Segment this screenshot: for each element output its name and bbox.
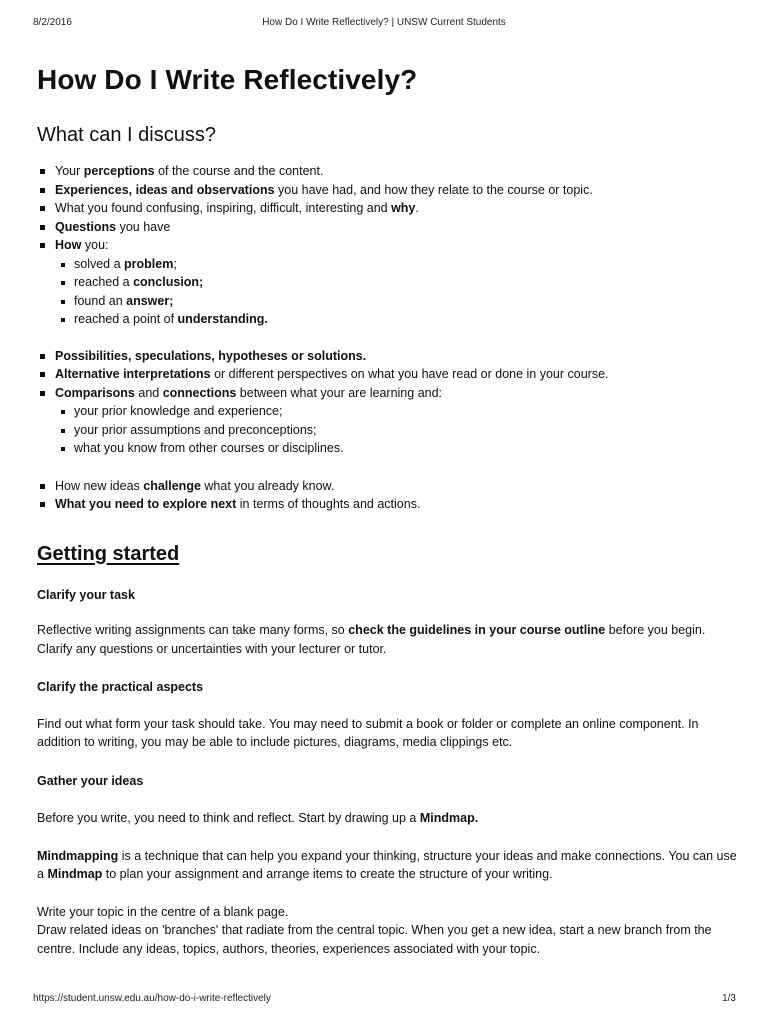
paragraph-mindmap-steps: Write your topic in the centre of a blank page. Draw related ideas on 'branches' that radiate from the central topic. When you get a new idea, start a new branch from the centre. Include any ideas, topics, authors, theories, experiences associated with your topic. (37, 904, 712, 956)
paragraph-clarify-task: Reflective writing assignments can take many forms, so check the guidelines in your course outline before you begin. Clarify any questions or uncertainties with your lecturer or tutor. (37, 623, 706, 656)
sublist-item: your prior assumptions and preconceptions; (74, 421, 737, 440)
sublist-item: reached a point of understanding. (74, 310, 737, 329)
paragraph-mindmapping: Mindmapping is a technique that can help you expand your thinking, structure your ideas and make connections. You can use a Mindmap to plan your assignment and arrange items to create the structure of your writing. (37, 848, 737, 881)
sublist-item: found an answer; (74, 292, 737, 311)
list-item: How you: solved a problem; reached a conclusion; found an answer; reached a point of understanding. (55, 236, 737, 329)
how-sublist (55, 255, 737, 329)
list-item: Questions you have (55, 218, 737, 237)
discuss-list (37, 162, 737, 329)
subheading-clarify-task: Clarify your task (37, 587, 135, 602)
subheading-gather-ideas: Gather your ideas (37, 773, 144, 788)
paragraph-practical-aspects: Find out what form your task should take. You may need to submit a book or folder or complete an online component. In addition to writing, you may be able to include pictures, diagrams, media clippings etc. (37, 716, 699, 749)
page-title: How Do I Write Reflectively? (37, 64, 418, 95)
sublist-item: solved a problem; (74, 255, 737, 274)
paragraph-gather-ideas: Before you write, you need to think and reflect. Start by drawing up a Mindmap. (37, 811, 479, 825)
print-header-date: 8/2/2016 (33, 17, 72, 28)
section-heading-discuss: What can I discuss? (37, 124, 216, 146)
article (37, 60, 737, 958)
list-item: What you need to explore next in terms of thoughts and actions. (55, 495, 737, 514)
discuss-list-final (37, 477, 737, 514)
sublist-item: reached a conclusion; (74, 273, 737, 292)
list-item: Alternative interpretations or different perspectives on what you have read or done in your course. (55, 365, 737, 384)
list-item: Experiences, ideas and observations you have had, and how they relate to the course or topic. (55, 181, 737, 200)
print-header-title: How Do I Write Reflectively? | UNSW Current Students (262, 17, 506, 28)
print-footer-url: https://student.unsw.edu.au/how-do-i-write-reflectively (33, 993, 271, 1004)
comparisons-sublist (55, 402, 737, 458)
list-item: How new ideas challenge what you already know. (55, 477, 737, 496)
sublist-item: what you know from other courses or disciplines. (74, 439, 737, 458)
list-item: What you found confusing, inspiring, difficult, interesting and why. (55, 199, 737, 218)
list-item: Comparisons and connections between what your are learning and: your prior knowledge and experience; your prior assumptions and preconceptions; what you know from other courses or disciplines. (55, 384, 737, 458)
list-item: Your perceptions of the course and the content. (55, 162, 737, 181)
sublist-item: your prior knowledge and experience; (74, 402, 737, 421)
section-heading-getting-started: Getting started (37, 542, 180, 565)
discuss-list-continued (37, 347, 737, 458)
list-item: Possibilities, speculations, hypotheses or solutions. (55, 347, 737, 366)
subheading-practical-aspects: Clarify the practical aspects (37, 680, 204, 694)
print-footer-page-number: 1/3 (722, 993, 736, 1004)
